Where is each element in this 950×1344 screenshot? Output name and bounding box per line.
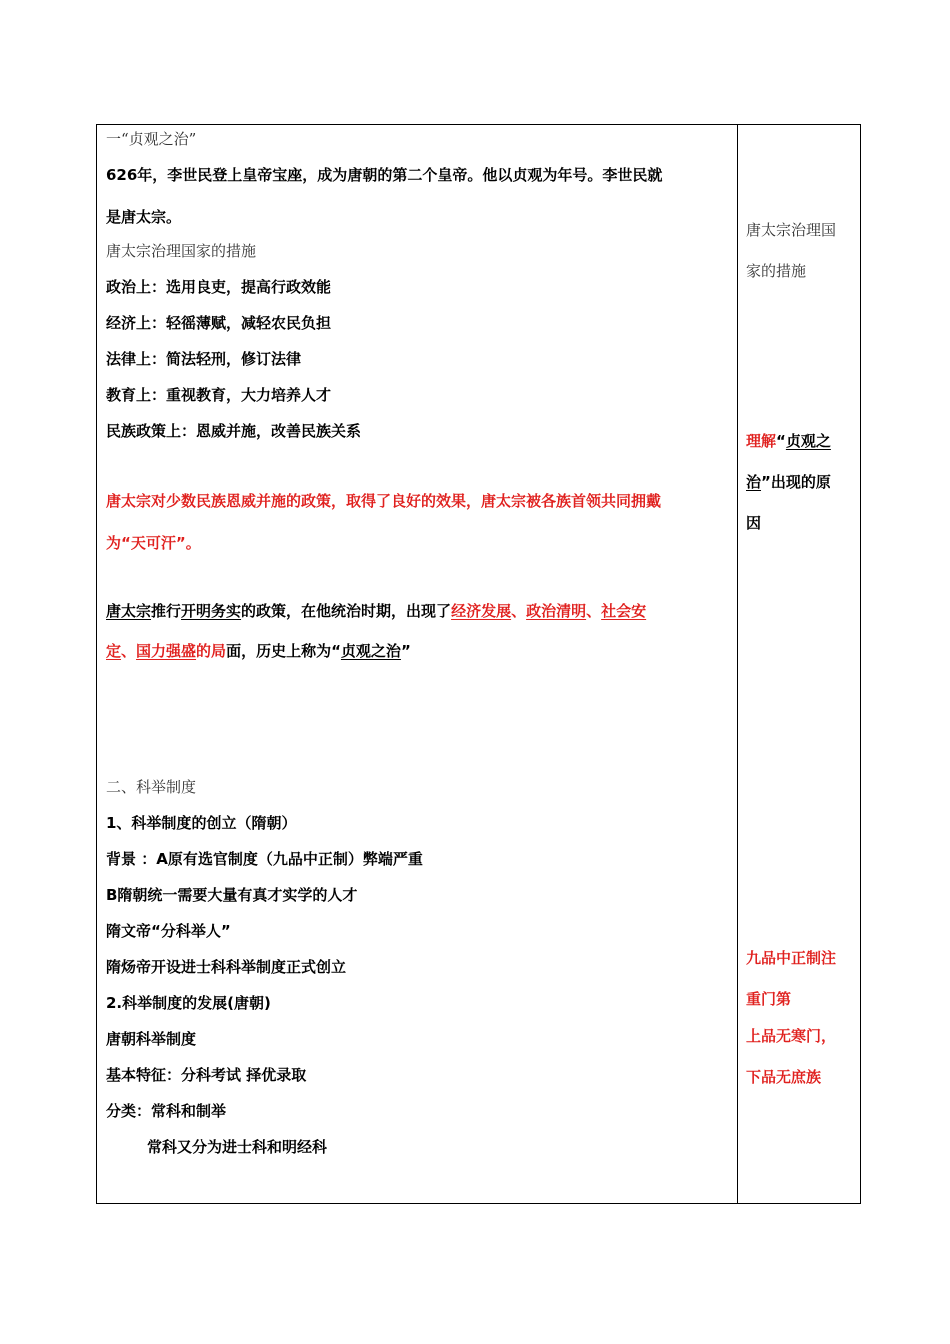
keju-suiwendi: 隋文帝“分科举人” [106,922,231,940]
summary-economy: 经济发展 [451,602,512,620]
summary-emperor: 唐太宗 [106,602,152,620]
summary-line-1: 唐太宗推行开明务实的政策，在他统治时期，出现了经济发展、政治清明、社会安 [106,602,647,620]
keju-changke: 常科又分为进士科和明经科 [147,1138,328,1156]
note-understand-line-1: 理解“贞观之 [746,432,831,450]
note-jiupin-line-3: 上品无寒门， [746,1027,837,1045]
keju-background-a: 背景 ：A原有选官制度（九品中正制）弊端严重 [106,850,423,868]
keju-features: 基本特征：分科考试 择优录取 [106,1066,307,1084]
section1-heading: 一“贞观之治” [106,130,197,148]
summary-politics: 政治清明 [526,602,587,620]
note-jiupin-line-2: 重门第 [746,990,792,1008]
summary-society: 社会安 [601,602,647,620]
keju-founding: 1、科举制度的创立（隋朝） [106,814,297,832]
note-understand-line-3: 因 [746,514,762,532]
measure-law: 法律上：简法轻刑，修订法律 [106,350,302,368]
keju-categories: 分类：常科和制举 [106,1102,227,1120]
measure-politics: 政治上：选用良吏，提高行政效能 [106,278,332,296]
note-understand-line-2: 治”出现的原 [746,473,831,491]
note-measures-line-2: 家的措施 [746,262,807,280]
note-jiupin-line-4: 下品无庶族 [746,1068,822,1086]
note-jiupin-line-1: 九品中正制注 [746,949,837,967]
tian-kehan-line-2: 为“天可汗”。 [106,534,201,552]
measure-education: 教育上：重视教育，大力培养人才 [106,386,332,404]
intro-line-2: 是唐太宗。 [106,208,182,226]
notes-column [738,125,860,1203]
content-column [97,125,737,1203]
keju-tang: 唐朝科举制度 [106,1030,197,1048]
intro-line-1: 626年，李世民登上皇帝宝座，成为唐朝的第二个皇帝。他以贞观为年号。李世民就 [106,166,663,184]
summary-national-power: 国力强盛 [136,642,197,660]
keju-suiyangdi: 隋炀帝开设进士科科举制度正式创立 [106,958,347,976]
measure-ethnic-policy: 民族政策上：恩威并施，改善民族关系 [106,422,362,440]
keju-background-b: B隋朝统一需要大量有真才实学的人才 [106,886,358,904]
summary-policy: 开明务实 [181,602,242,620]
summary-line-2: 定、国力强盛的局面，历史上称为“贞观之治” [106,642,411,660]
measures-heading: 唐太宗治理国家的措施 [106,242,257,260]
measure-economy: 经济上：轻徭薄赋，减轻农民负担 [106,314,332,332]
tian-kehan-line-1: 唐太宗对少数民族恩威并施的政策，取得了良好的效果，唐太宗被各族首领共同拥戴 [106,492,662,510]
lesson-plan-table [96,124,861,1204]
section2-heading: 二、科举制度 [106,778,197,796]
keju-development: 2.科举制度的发展(唐朝) [106,994,271,1012]
note-measures-line-1: 唐太宗治理国 [746,221,837,239]
summary-zhenguan: 贞观之治 [340,642,401,660]
